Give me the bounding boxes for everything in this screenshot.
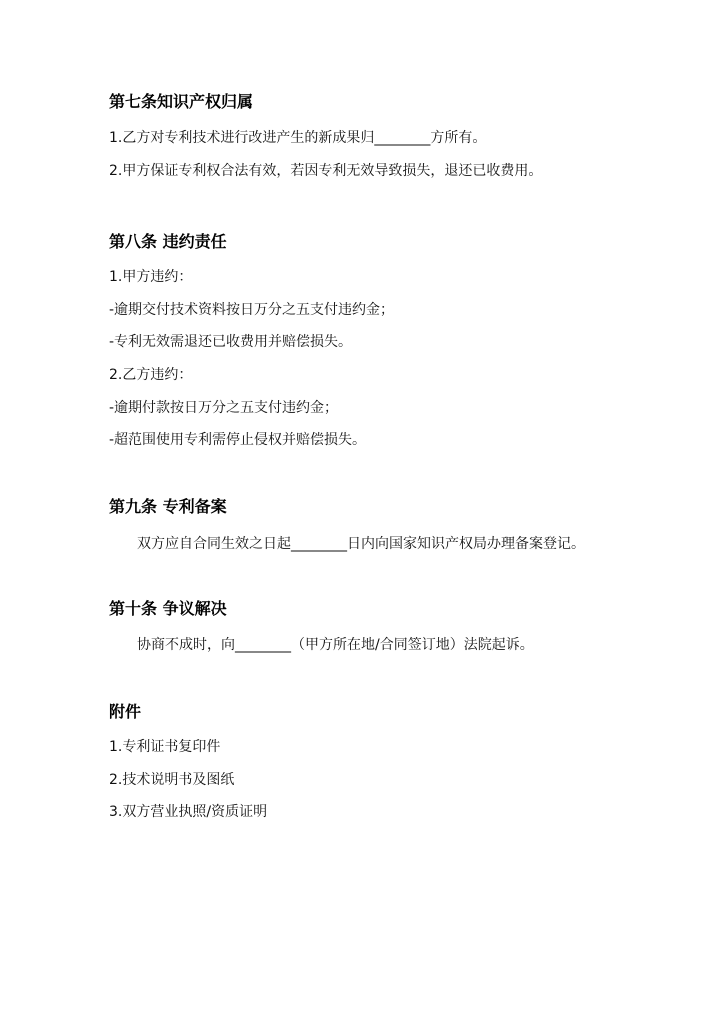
article8-party-a-item2: -专利无效需退还已收费用并赔偿损失。 — [109, 334, 353, 350]
article10-heading: 第十条 争议解决 — [109, 599, 227, 618]
article8-party-b-item2: -超范围使用专利需停止侵权并赔偿损失。 — [109, 432, 367, 448]
attachment-item2: 2.技术说明书及图纸 — [109, 772, 235, 788]
article10-text: 协商不成时，向________（甲方所在地/合同签订地）法院起诉。 — [137, 637, 534, 653]
attachment-item1: 1.专利证书复印件 — [109, 739, 221, 755]
attachments-heading: 附件 — [109, 702, 142, 721]
article8-party-a: 1.甲方违约： — [109, 269, 193, 285]
article7-item1: 1.乙方对专利技术进行改进产生的新成果归________方所有。 — [109, 130, 487, 146]
article8-heading: 第八条 违约责任 — [109, 232, 227, 251]
article8-party-a-item1: -逾期交付技术资料按日万分之五支付违约金； — [109, 302, 395, 318]
article7-item2: 2.甲方保证专利权合法有效，若因专利无效导致损失，退还已收费用。 — [109, 163, 543, 179]
article9-text: 双方应自合同生效之日起________日内向国家知识产权局办理备案登记。 — [137, 536, 585, 552]
attachment-item3: 3.双方营业执照/资质证明 — [109, 804, 268, 820]
article9-heading: 第九条 专利备案 — [109, 497, 227, 516]
article8-party-b-item1: -逾期付款按日万分之五支付违约金； — [109, 400, 339, 416]
article7-heading: 第七条知识产权归属 — [109, 92, 254, 111]
article8-party-b: 2.乙方违约： — [109, 367, 193, 383]
